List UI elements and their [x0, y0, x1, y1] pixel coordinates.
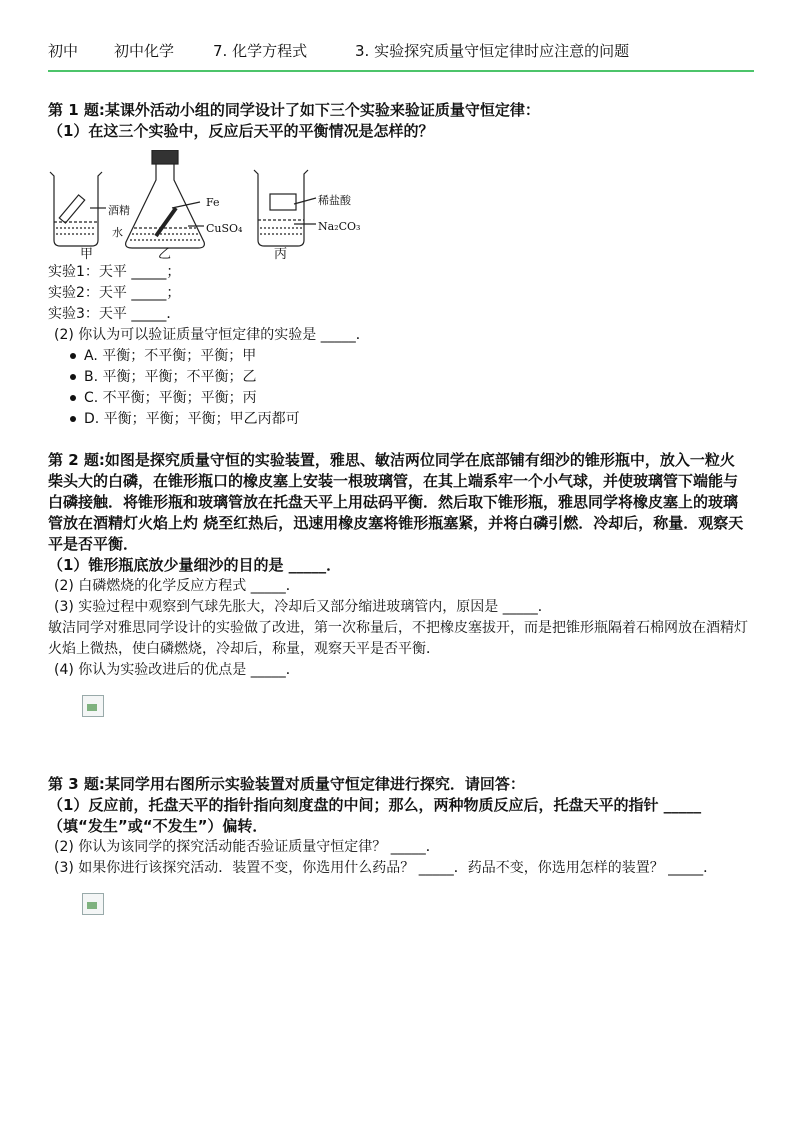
question-3-sub2: (2) 你认为该同学的探究活动能否验证质量守恒定律？ _____． — [54, 839, 440, 855]
question-2 — [48, 450, 748, 724]
question-1 — [48, 100, 748, 430]
label-fe: Fe — [206, 196, 220, 209]
question-3 — [48, 774, 748, 922]
question-1-sub2: (2) 你认为可以验证质量守恒定律的实验是 _____． — [54, 327, 370, 343]
q1-line-2: 实验2：天平 _____； — [48, 285, 181, 301]
q1-line-1: 实验1：天平 _____； — [48, 264, 181, 280]
option-d: D. 平衡；平衡；平衡；甲乙丙都可 — [84, 409, 748, 430]
caption-yi: 乙 — [158, 247, 172, 262]
breadcrumb-item-level[interactable]: 初中 — [48, 42, 79, 60]
question-2-note: 敏洁同学对雅思同学设计的实验做了改进，第一次称量后，不把橡皮塞拔开，而是把锥形瓶隔着石棉网放在酒精灯火焰上微热，使白磷燃烧，冷却后，称量，观察天平是否平衡． — [48, 620, 748, 657]
caption-jia: 甲 — [80, 247, 94, 262]
breadcrumb — [48, 40, 629, 61]
beaker-bing — [254, 170, 316, 246]
label-cuso4: CuSO₄ — [206, 222, 243, 235]
experiment-figure — [48, 150, 408, 260]
label-na2co3: Na₂CO₃ — [318, 220, 361, 233]
question-list — [48, 100, 748, 942]
label-water: 水 — [112, 226, 123, 239]
header-divider — [48, 70, 754, 72]
breadcrumb-item-subject[interactable]: 初中化学 — [114, 42, 175, 60]
broken-image-icon — [82, 695, 104, 717]
label-hcl: 稀盐酸 — [318, 194, 351, 207]
option-a: A. 平衡；不平衡；平衡；甲 — [84, 346, 748, 367]
question-3-title: 第 3 题:某同学用右图所示实验装置对质量守恒定律进行探究．请回答： — [48, 775, 525, 793]
caption-bing: 丙 — [274, 247, 288, 262]
q1-line-3: 实验3：天平 _____． — [48, 306, 181, 322]
beaker-jia — [50, 172, 106, 246]
broken-image-icon — [82, 893, 104, 915]
q1-options — [48, 346, 748, 430]
breadcrumb-item-chapter[interactable]: 7. 化学方程式 — [213, 42, 308, 60]
option-c: C. 不平衡；平衡；平衡；丙 — [84, 388, 748, 409]
question-2-sub3: (3) 实验过程中观察到气球先胀大，冷却后又部分缩进玻璃管内，原因是 _____． — [54, 599, 552, 615]
breadcrumb-item-topic[interactable]: 3. 实验探究质量守恒定律时应注意的问题 — [355, 42, 630, 60]
question-3-sub1: （1）反应前，托盘天平的指针指向刻度盘的中间；那么，两种物质反应后，托盘天平的指针 _____ （填“发生”或“不发生”）偏转． — [48, 796, 702, 835]
question-3-sub3: (3) 如果你进行该探究活动．装置不变，你选用什么药品？ _____．药品不变，你选用怎样的装置？ _____． — [54, 860, 718, 876]
apparatus-drawing — [48, 150, 408, 260]
spacer — [48, 744, 748, 774]
question-2-sub1: （1）锥形瓶底放少量细沙的目的是 _____． — [48, 556, 342, 574]
question-2-sub2: (2) 白磷燃烧的化学反应方程式 _____． — [54, 578, 300, 594]
label-alcohol: 酒精 — [108, 204, 130, 217]
question-2-title: 第 2 题:如图是探究质量守恒的实验装置，雅思、敏洁两位同学在底部铺有细沙的锥形瓶中，放入一粒火柴头大的白磷，在锥形瓶口的橡皮塞上安装一根玻璃管，在其上端系牢一个小气球，并使玻璃管下端能与白磷接触．将锥形瓶和玻璃管放在托盘天平上用砝码平衡．然后取下锥形瓶，雅思同学将橡皮塞上的玻璃管放在酒精灯火焰上灼 烧至红热后，迅速用橡皮塞将锥形瓶塞紧，并将白磷引燃．冷却后，称量．观察天平是否平衡． — [48, 451, 744, 553]
question-1-title: 第 1 题:某课外活动小组的同学设计了如下三个实验来验证质量守恒定律： — [48, 101, 540, 119]
question-2-sub4: (4) 你认为实验改进后的优点是 _____． — [54, 662, 300, 678]
option-b: B. 平衡；平衡；不平衡；乙 — [84, 367, 748, 388]
question-1-sub1: （1）在这三个实验中，反应后天平的平衡情况是怎样的？ — [48, 122, 434, 140]
flask-yi — [126, 150, 205, 248]
